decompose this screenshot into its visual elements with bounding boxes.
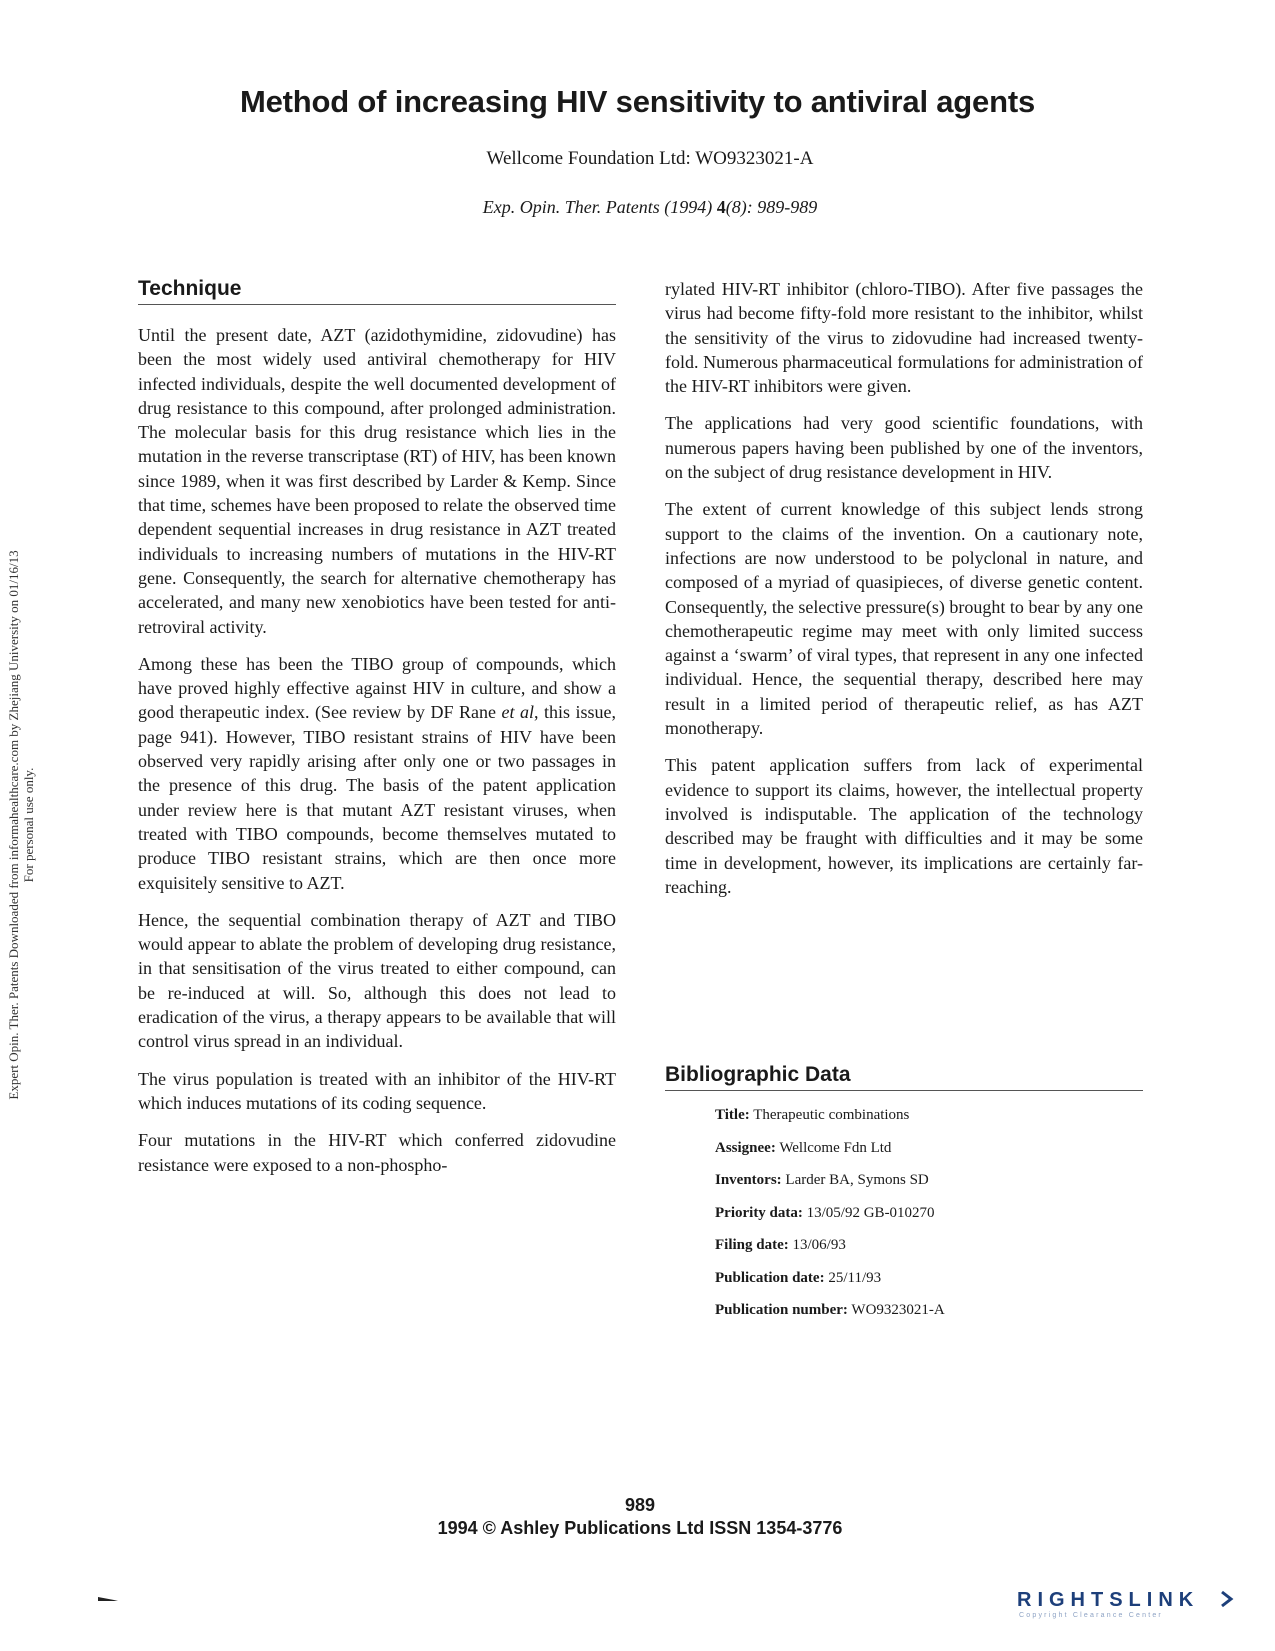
bib-label: Assignee: bbox=[715, 1139, 776, 1156]
bibliographic-data-section bbox=[665, 1063, 1143, 1333]
bib-item-priority-data bbox=[715, 1203, 1143, 1236]
journal-citation bbox=[350, 197, 950, 218]
bib-value: 13/06/93 bbox=[792, 1237, 846, 1253]
right-column bbox=[665, 277, 1143, 899]
watermark-line-2: For personal use only. bbox=[21, 767, 36, 883]
et-al-italic: et al bbox=[501, 702, 534, 723]
bib-label: Publication date: bbox=[715, 1269, 825, 1286]
technique-paragraph-5a: Four mutations in the HIV-RT which conferred zidovudine resistance were exposed to a non-phospho- bbox=[138, 1130, 616, 1175]
bib-label: Filing date: bbox=[715, 1237, 789, 1253]
bib-item-assignee bbox=[715, 1138, 1143, 1171]
left-column bbox=[138, 277, 616, 1177]
technique-paragraph-2: Among these has been the TIBO group of compounds, which have proved highly effective against HIV in culture, and show a good therapeutic index. (See review by DF Rane et al, this issue, page 941). However, TIBO resistant strains of HIV have been observed very rapidly arising after only one or two passages in the presence of this drug. The basis of the patent application under review here is that mutant AZT resistant viruses, when treated with TIBO compounds, become themselves mutated to produce TIBO resistant strains, which are then once more exquisitely sensitive to AZT. bbox=[138, 653, 616, 893]
bib-item-publication-number bbox=[715, 1300, 1143, 1333]
technique-paragraph-6: The applications had very good scientific foundations, with numerous papers having been published by one of the inventors, on the subject of drug resistance development in HIV. bbox=[665, 413, 1143, 483]
technique-heading: Technique bbox=[138, 277, 616, 305]
watermark-line-1: Expert Opin. Ther. Patents Downloaded from informahealthcare.com by Zhejiang University on 01/16/13 bbox=[6, 550, 21, 1100]
bib-label: Publication number: bbox=[715, 1302, 848, 1318]
bib-value: Larder BA, Symons SD bbox=[785, 1172, 929, 1188]
bib-value: 25/11/93 bbox=[828, 1269, 882, 1286]
bibliographic-list bbox=[665, 1105, 1143, 1333]
rightslink-chevron-icon bbox=[1222, 1592, 1231, 1606]
bibliographic-heading: Bibliographic Data bbox=[665, 1063, 1143, 1091]
bib-label: Priority data: bbox=[715, 1204, 803, 1221]
rightslink-logo-subtext: Copyright Clearance Center bbox=[1019, 1612, 1163, 1619]
bib-item-filing-date bbox=[715, 1235, 1143, 1268]
rightslink-logo-text bbox=[1017, 1589, 1199, 1611]
bib-item-inventors bbox=[715, 1170, 1143, 1203]
page-number: 989 bbox=[624, 1495, 656, 1515]
technique-paragraph-5b: rylated HIV-RT inhibitor (chloro-TIBO). After five passages the virus had become fifty-fold more resistant to the inhibitor, whilst the sensitivity of the virus to zidovudine had increased twenty-fold. Numerous pharmaceutical formulations for administration of the HIV-RT inhibitors were given. bbox=[665, 279, 1143, 397]
bib-label: Inventors: bbox=[715, 1172, 782, 1188]
bib-label: Title: bbox=[715, 1107, 750, 1123]
bib-value: Wellcome Fdn Ltd bbox=[779, 1139, 892, 1156]
download-watermark bbox=[6, 465, 36, 1185]
assignee-patent-line: Wellcome Foundation Ltd: WO9323021-A bbox=[486, 148, 814, 169]
technique-paragraph-8: This patent application suffers from lack of experimental evidence to support its claims, however, the intellectual property involved is indisputable. The application of the technology described may be fraught with difficulties and it may be some time in development, however, its implications are certainly far-reaching. bbox=[665, 755, 1143, 897]
scan-mark-icon bbox=[98, 1596, 118, 1602]
copyright-line: 1994 © Ashley Publications Ltd ISSN 1354-3776 bbox=[437, 1518, 843, 1538]
citation-volume: 4 bbox=[716, 197, 726, 217]
rightslink-logo-text-tspan: RIGHTSLINK bbox=[1017, 1589, 1200, 1611]
citation-prefix: Exp. Opin. Ther. Patents (1994) bbox=[482, 197, 717, 217]
page-title: Method of increasing HIV sensitivity to antiviral agents bbox=[240, 84, 1035, 119]
technique-paragraph-3: Hence, the sequential combination therapy of AZT and TIBO would appear to ablate the problem of developing drug resistance, in that sensitisation of the virus treated to either compound, can be re-induced at will. So, although this does not lead to eradication of the virus, a therapy appears to be available that will control virus spread in an individual. bbox=[138, 909, 616, 1052]
rightslink-logo[interactable] bbox=[1017, 1584, 1257, 1620]
technique-paragraph-1: Until the present date, AZT (azidothymidine, zidovudine) has been the most widely used antiviral chemotherapy for HIV infected individuals, despite the well documented development of drug resistance to this compound, after prolonged administration. The molecular basis for this drug resistance which lies in the mutation in the reverse transcriptase (RT) of HIV, has been known since 1989, when it was first described by Larder & Kemp. Since that time, schemes have been proposed to relate the observed time dependent sequential increases in drug resistance in AZT treated individuals to increasing numbers of mutations in the HIV-RT gene. Consequently, the search for alternative chemotherapy has accelerated, and many new xenobiotics have been tested for anti-retroviral activity. bbox=[138, 325, 616, 637]
bib-value: WO9323021-A bbox=[851, 1302, 945, 1318]
technique-paragraph-4: The virus population is treated with an inhibitor of the HIV-RT which induces mutations of its coding sequence. bbox=[138, 1068, 616, 1113]
citation-suffix: (8): 989-989 bbox=[725, 197, 818, 217]
bib-item-publication-date bbox=[715, 1268, 1143, 1301]
bib-value: 13/05/92 GB-010270 bbox=[806, 1204, 935, 1221]
bib-value: Therapeutic combinations bbox=[753, 1107, 910, 1123]
technique-paragraph-7: The extent of current knowledge of this subject lends strong support to the claims of the invention. On a cautionary note, infections are now understood to be polyclonal in nature, and composed of a myriad of quasipieces, of diverse genetic content. Consequently, the selective pressure(s) brought to bear by any one chemotherapeutic regime may meet with only limited success against a ‘swarm’ of viral types, that represent in any one infected individual. Hence, the sequential therapy, described here may result in a limited period of therapeutic relief, as has AZT monotherapy. bbox=[665, 499, 1143, 739]
bib-item-title bbox=[715, 1105, 1143, 1138]
